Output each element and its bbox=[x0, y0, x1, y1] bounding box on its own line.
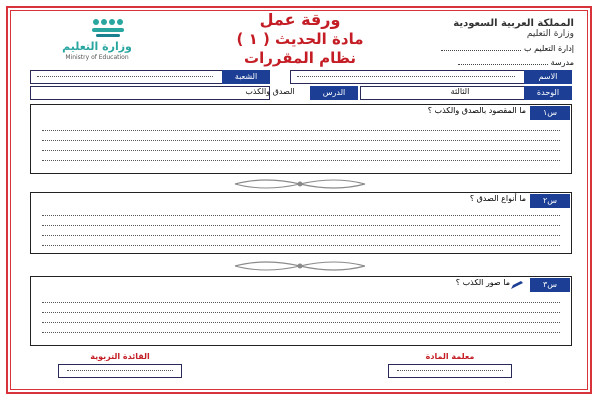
answer-line[interactable] bbox=[42, 150, 560, 151]
ornament-divider-icon bbox=[230, 258, 370, 274]
ministry-en: Ministry of Education bbox=[65, 54, 129, 61]
title-line-1: ورقة عمل bbox=[259, 10, 341, 29]
leader-dots bbox=[67, 370, 173, 371]
answer-line[interactable] bbox=[42, 225, 560, 226]
question-text-1: ما المقصود بالصدق والكذب ؟ bbox=[427, 106, 526, 115]
teacher-label: معلمة المادة bbox=[425, 352, 475, 361]
answer-line[interactable] bbox=[42, 160, 560, 161]
ministry-ar: وزارة التعليم bbox=[62, 40, 132, 53]
admin-dots bbox=[441, 50, 521, 51]
answer-line[interactable] bbox=[42, 235, 560, 236]
lesson-field[interactable] bbox=[30, 86, 270, 100]
title-line-3: نظام المقررات bbox=[244, 49, 356, 67]
question-number-2: س٢ bbox=[530, 194, 570, 208]
answer-line[interactable] bbox=[42, 140, 560, 141]
title-line-2: مادة الحديث ( ١ ) bbox=[236, 30, 364, 48]
pencil-icon bbox=[510, 280, 524, 290]
teacher-dots bbox=[397, 370, 503, 371]
section-label: الشعبة bbox=[222, 70, 270, 84]
question-number-3: س٣ bbox=[530, 278, 570, 292]
section-dots bbox=[37, 76, 213, 77]
lesson-value: الصدق والكذب bbox=[245, 87, 295, 96]
name-label: الاسم bbox=[524, 70, 572, 84]
ministry-logo bbox=[42, 16, 152, 64]
question-text-2: ما أنواع الصدق ؟ bbox=[469, 194, 526, 203]
answer-line[interactable] bbox=[42, 312, 560, 313]
school-label: مدرسة bbox=[550, 58, 574, 67]
teacher-signature-field[interactable] bbox=[388, 364, 512, 378]
kingdom-header bbox=[424, 18, 574, 39]
name-dots bbox=[297, 76, 515, 77]
answer-line[interactable] bbox=[42, 302, 560, 303]
admin-label: إدارة التعليم ب bbox=[524, 44, 574, 53]
answer-line[interactable] bbox=[42, 332, 560, 333]
kingdom-line-1: المملكة العربية السعودية bbox=[453, 18, 574, 29]
lesson-label: الدرس bbox=[310, 86, 358, 100]
answer-line[interactable] bbox=[42, 215, 560, 216]
answer-line[interactable] bbox=[42, 322, 560, 323]
unit-label: الوحدة bbox=[524, 86, 572, 100]
logo-mark-icon bbox=[90, 16, 126, 40]
kingdom-line-2: وزارة التعليم bbox=[526, 29, 574, 39]
answer-line[interactable] bbox=[42, 130, 560, 131]
leader-signature-field[interactable] bbox=[58, 364, 182, 378]
answer-line[interactable] bbox=[42, 245, 560, 246]
ornament-divider-icon bbox=[230, 176, 370, 192]
question-text-3: ما صور الكذب ؟ bbox=[455, 278, 510, 287]
school-dots bbox=[458, 64, 548, 65]
leader-label: القائدة التربوية bbox=[90, 352, 150, 361]
question-number-1: س١ bbox=[530, 106, 570, 120]
unit-value: الثالثة bbox=[450, 87, 470, 96]
